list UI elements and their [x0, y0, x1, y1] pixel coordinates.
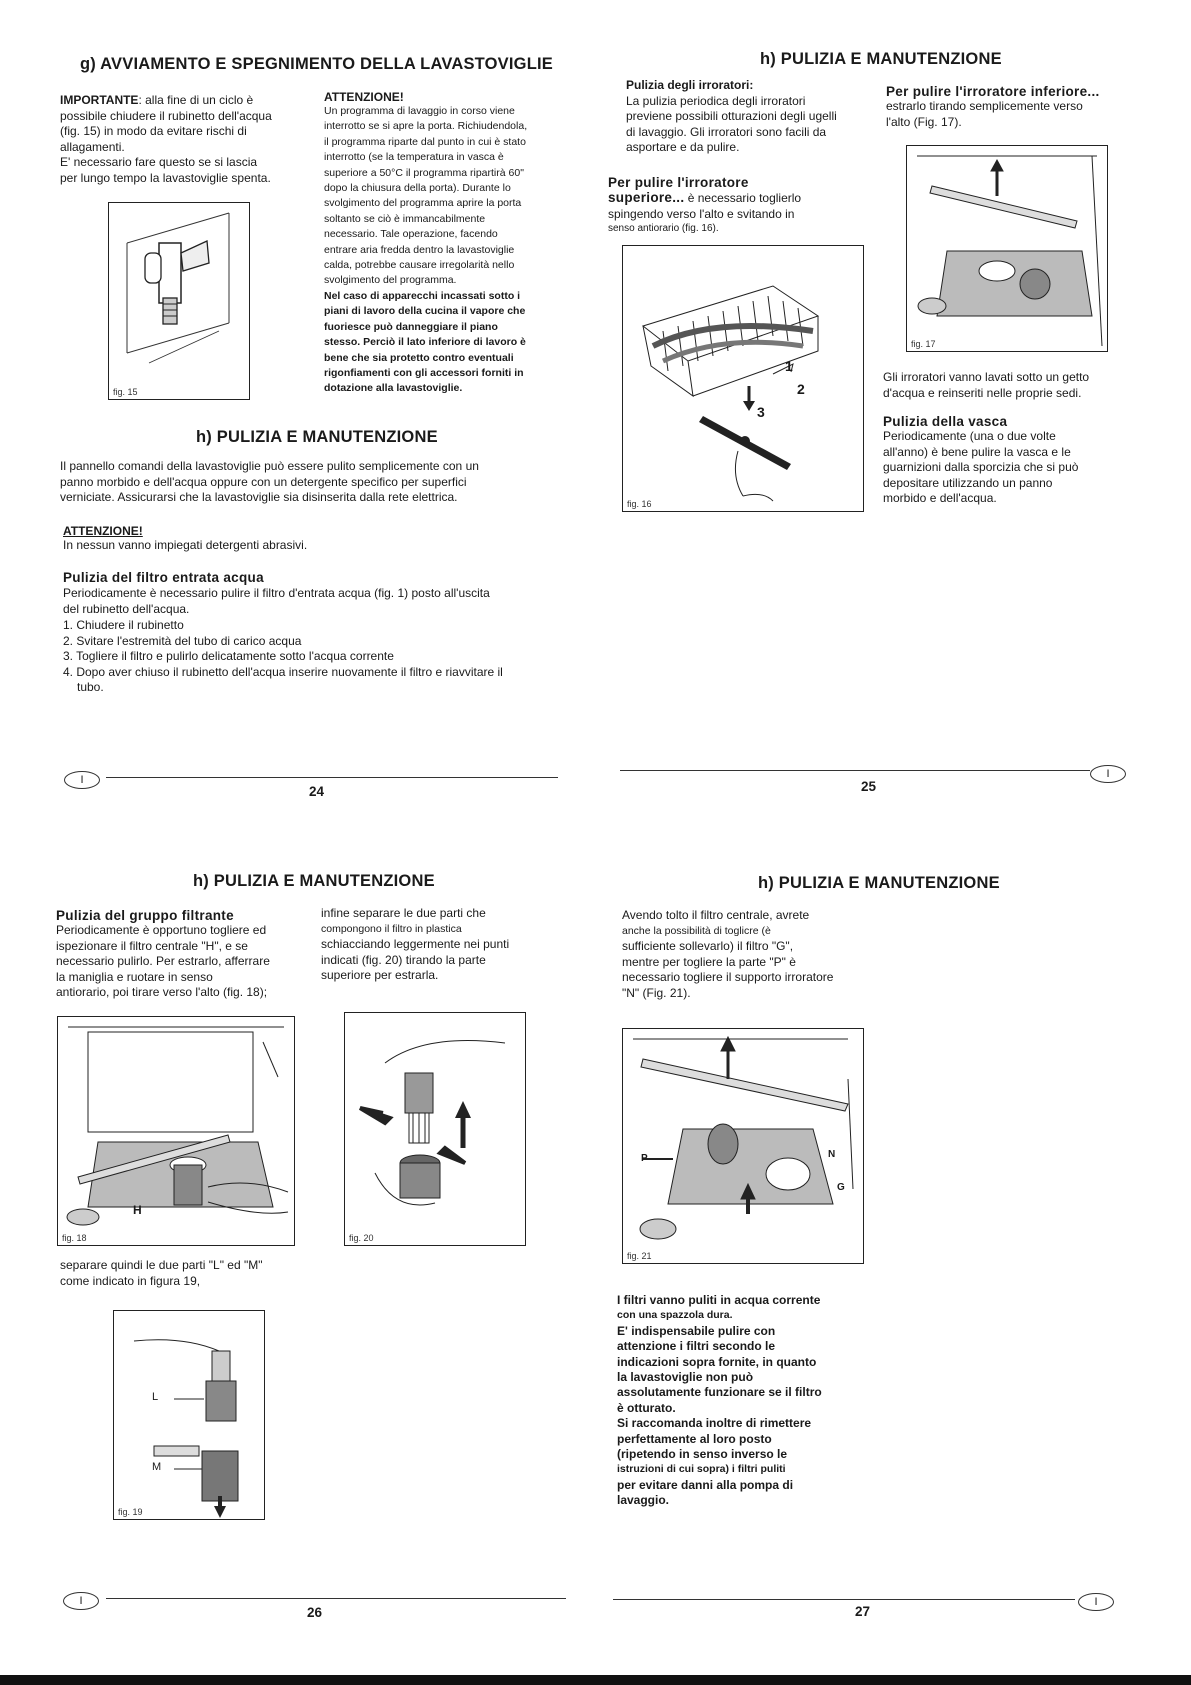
callout-l: L: [152, 1391, 159, 1403]
important-line: E' necessario fare questo se si lascia: [60, 155, 258, 169]
filter-group-block: Pulizia del gruppo filtrante Periodicamente è opportuno togliere ed ispezionare il filtro centrale "H", e se necessario pulirlo. Per estrarlo, afferrare la maniglia e ruotare in senso antiorario, poi tirare verso l'alto (fig. 18);: [56, 908, 306, 1001]
footer-rule: [106, 1598, 566, 1599]
important-line: (fig. 15) in modo da evitare rischi di: [60, 124, 247, 138]
figure-caption: fig. 21: [627, 1251, 652, 1261]
important-line: possibile chiudere il rubinetto dell'acqua: [60, 108, 272, 123]
filter-support-illustration: [623, 1029, 863, 1263]
tap-illustration: [109, 203, 249, 399]
upper-bold: superiore...: [608, 190, 685, 205]
upper-spray-block: Per pulire l'irroratore superiore... è necessario toglierlo spingendo verso l'alto e svitando in senso antiorario (fig. 16).: [608, 175, 878, 236]
figure-caption: fig. 18: [62, 1233, 87, 1243]
figure-caption: fig. 20: [349, 1233, 374, 1243]
filters-warning-text: I filtri vanno puliti in acqua corrente con una spazzola dura. E' indispensabile pulire con attenzione i filtri secondo le indicazioni sopra fornite, in quanto la lavastoviglie non può assolutamente funzionare se il filtro è otturato. Si raccomanda inoltre di rimettere perfettamente al loro posto (ripetendo in senso inverso le istruzioni di cui sopra) i filtri puliti per evitare danni alla pompa di lavaggio.: [617, 1293, 822, 1508]
figure-caption: fig. 17: [911, 339, 936, 349]
callout-2: 2: [797, 381, 805, 397]
page-title: h) PULIZIA E MANUTENZIONE: [760, 50, 1002, 68]
filter-separate-text: infine separare le due parti che compongono il filtro in plastica schiacciando leggermente nei punti indicati (fig. 20) tirando la parte superiore per estrarla.: [321, 906, 510, 982]
upper-spray-illustration: [623, 246, 863, 511]
callout-h: H: [133, 1203, 142, 1217]
page-number: 25: [861, 779, 877, 794]
attention2-title: ATTENZIONE!: [63, 524, 143, 538]
important-line: allagamenti.: [60, 139, 125, 154]
important-note: [60, 93, 305, 186]
spray-title: Pulizia degli irroratori:: [626, 78, 754, 92]
important-label: IMPORTANTE: [60, 93, 139, 107]
figure-20: [344, 1012, 526, 1246]
language-badge: I: [64, 771, 100, 789]
upper-text: è necessario toglierlo: [684, 191, 802, 205]
wash-text: Gli irroratori vanno lavati sotto un getto d'acqua e reinseriti nelle proprie sedi.: [883, 370, 1090, 400]
language-badge: I: [1078, 1593, 1114, 1611]
filter-split-illustration: [345, 1013, 525, 1245]
filter-steps: [63, 618, 603, 696]
figure-18: [57, 1016, 295, 1246]
separate-text: separare quindi le due parti "L" ed "M" come indicato in figura 19,: [60, 1258, 263, 1288]
callout-g: G: [837, 1182, 845, 1193]
figure-21: [622, 1028, 864, 1264]
tank-block: Pulizia della vasca Periodicamente (una o due volte all'anno) è bene pulire la vasca e le guarnizioni dalla sporcizia che si può depositare utilizzando un panno morbido e dell'acqua.: [883, 414, 1153, 507]
figure-caption: fig. 19: [118, 1507, 143, 1517]
list-item: tubo.: [77, 680, 104, 694]
filter-text: Periodicamente è necessario pulire il filtro d'entrata acqua (fig. 1) posto all'uscita del rubinetto dell'acqua.: [63, 586, 490, 616]
filter-group-illustration: [58, 1017, 294, 1245]
figure-caption: fig. 16: [627, 499, 652, 509]
attention-title: ATTENZIONE!: [324, 90, 404, 104]
callout-p: P: [641, 1153, 648, 1164]
footer-rule: [620, 770, 1090, 771]
filter-parts-illustration: [114, 1311, 264, 1519]
lower-spray-block: Per pulire l'irroratore inferiore... estrarlo tirando semplicemente verso l'alto (Fig. 17).: [886, 84, 1146, 130]
page-number: 26: [307, 1605, 323, 1620]
page-number: 27: [855, 1604, 871, 1619]
figure-16: [622, 245, 864, 512]
figure-19: [113, 1310, 265, 1520]
lower-spray-illustration: [907, 146, 1107, 351]
callout-n: N: [828, 1149, 836, 1160]
central-filter-text: Avendo tolto il filtro centrale, avrete anche la possibilità di toglicre (è sufficiente sollevarlo) il filtro "G", mentre per togliere la parte "P" è necessario togliere il supporto irroratore "N" (Fig. 21).: [622, 908, 834, 1000]
list-item: 4. Dopo aver chiuso il rubinetto dell'acqua inserire nuovamente il filtro e riavvitare il: [63, 664, 503, 679]
important-text: : alla fine di un ciclo è: [138, 93, 254, 107]
spray-arms-block: Pulizia degli irroratori: La pulizia periodica degli irroratori previene possibili otturazioni degli ugelli di lavaggio. Gli irroratori sono facili da asportare e da pulire.: [626, 78, 876, 156]
upper-title: Per pulire l'irroratore: [608, 175, 749, 190]
list-item: 3. Togliere il filtro e pulirlo delicatamente sotto l'acqua corrente: [63, 649, 394, 663]
tank-title: Pulizia della vasca: [883, 414, 1008, 429]
language-badge: I: [63, 1592, 99, 1610]
attention-text: Un programma di lavaggio in corso viene interrotto se si apre la porta. Richiudendola, il programma riparte dal punto in cui è stato interrotto (se la temperatura in vasca è superiore a 50°C il programma ripartirà 60" dopo la chiusura della porta). Durante lo svolgimento del programma aprire la porta soltanto se ciò è immancabilmente necessario. Tale operazione, facendo entrare aria fredda dentro la lavastoviglie calda, potrebbe causare irregolarità nello svolgimento del programma.: [324, 105, 528, 287]
page-title: h) PULIZIA E MANUTENZIONE: [193, 872, 435, 890]
callout-m: M: [152, 1461, 162, 1473]
attention-block: [324, 90, 569, 397]
figure-caption: fig. 15: [113, 387, 138, 397]
page-number: 24: [309, 784, 325, 799]
page-title: h) PULIZIA E MANUTENZIONE: [758, 874, 1000, 892]
callout-3: 3: [757, 404, 765, 420]
footer-rule: [613, 1599, 1075, 1600]
group-title: Pulizia del gruppo filtrante: [56, 908, 234, 923]
important-line: per lungo tempo la lavastoviglie spenta.: [60, 170, 271, 185]
footer-rule: [106, 777, 558, 778]
figure-15: [108, 202, 250, 400]
page-title: g) AVVIAMENTO E SPEGNIMENTO DELLA LAVASTOVIGLIE: [80, 55, 553, 73]
filter-title: Pulizia del filtro entrata acqua: [63, 570, 264, 585]
section-title: h) PULIZIA E MANUTENZIONE: [196, 428, 438, 446]
list-item: 1. Chiudere il rubinetto: [63, 618, 184, 632]
callout-1: 1: [785, 358, 793, 374]
scan-bottom-edge: [0, 1675, 1191, 1685]
lower-title: Per pulire l'irroratore inferiore...: [886, 84, 1100, 99]
language-badge: I: [1090, 765, 1126, 783]
panel-cleaning-text: Il pannello comandi della lavastoviglie può essere pulito semplicemente con un panno morbido e dell'acqua oppure con un detergente specifico per superfici verniciate. Assicurarsi che la lavastoviglie sia disinserita dalla rete elettrica.: [60, 459, 479, 504]
list-item: 2. Svitare l'estremità del tubo di carico acqua: [63, 633, 302, 648]
attention-bold-text: Nel caso di apparecchi incassati sotto i piani di lavoro della cucina il vapore che fuoriesce può danneggiare il piano stesso. Perciò il lato inferiore di lavoro è bene che sia protetto contro eventuali rigonfiamenti con gli accessori forniti in dotazione alla lavastoviglie.: [324, 289, 526, 395]
attention2-text: In nessun vanno impiegati detergenti abrasivi.: [63, 538, 308, 552]
figure-17: [906, 145, 1108, 352]
